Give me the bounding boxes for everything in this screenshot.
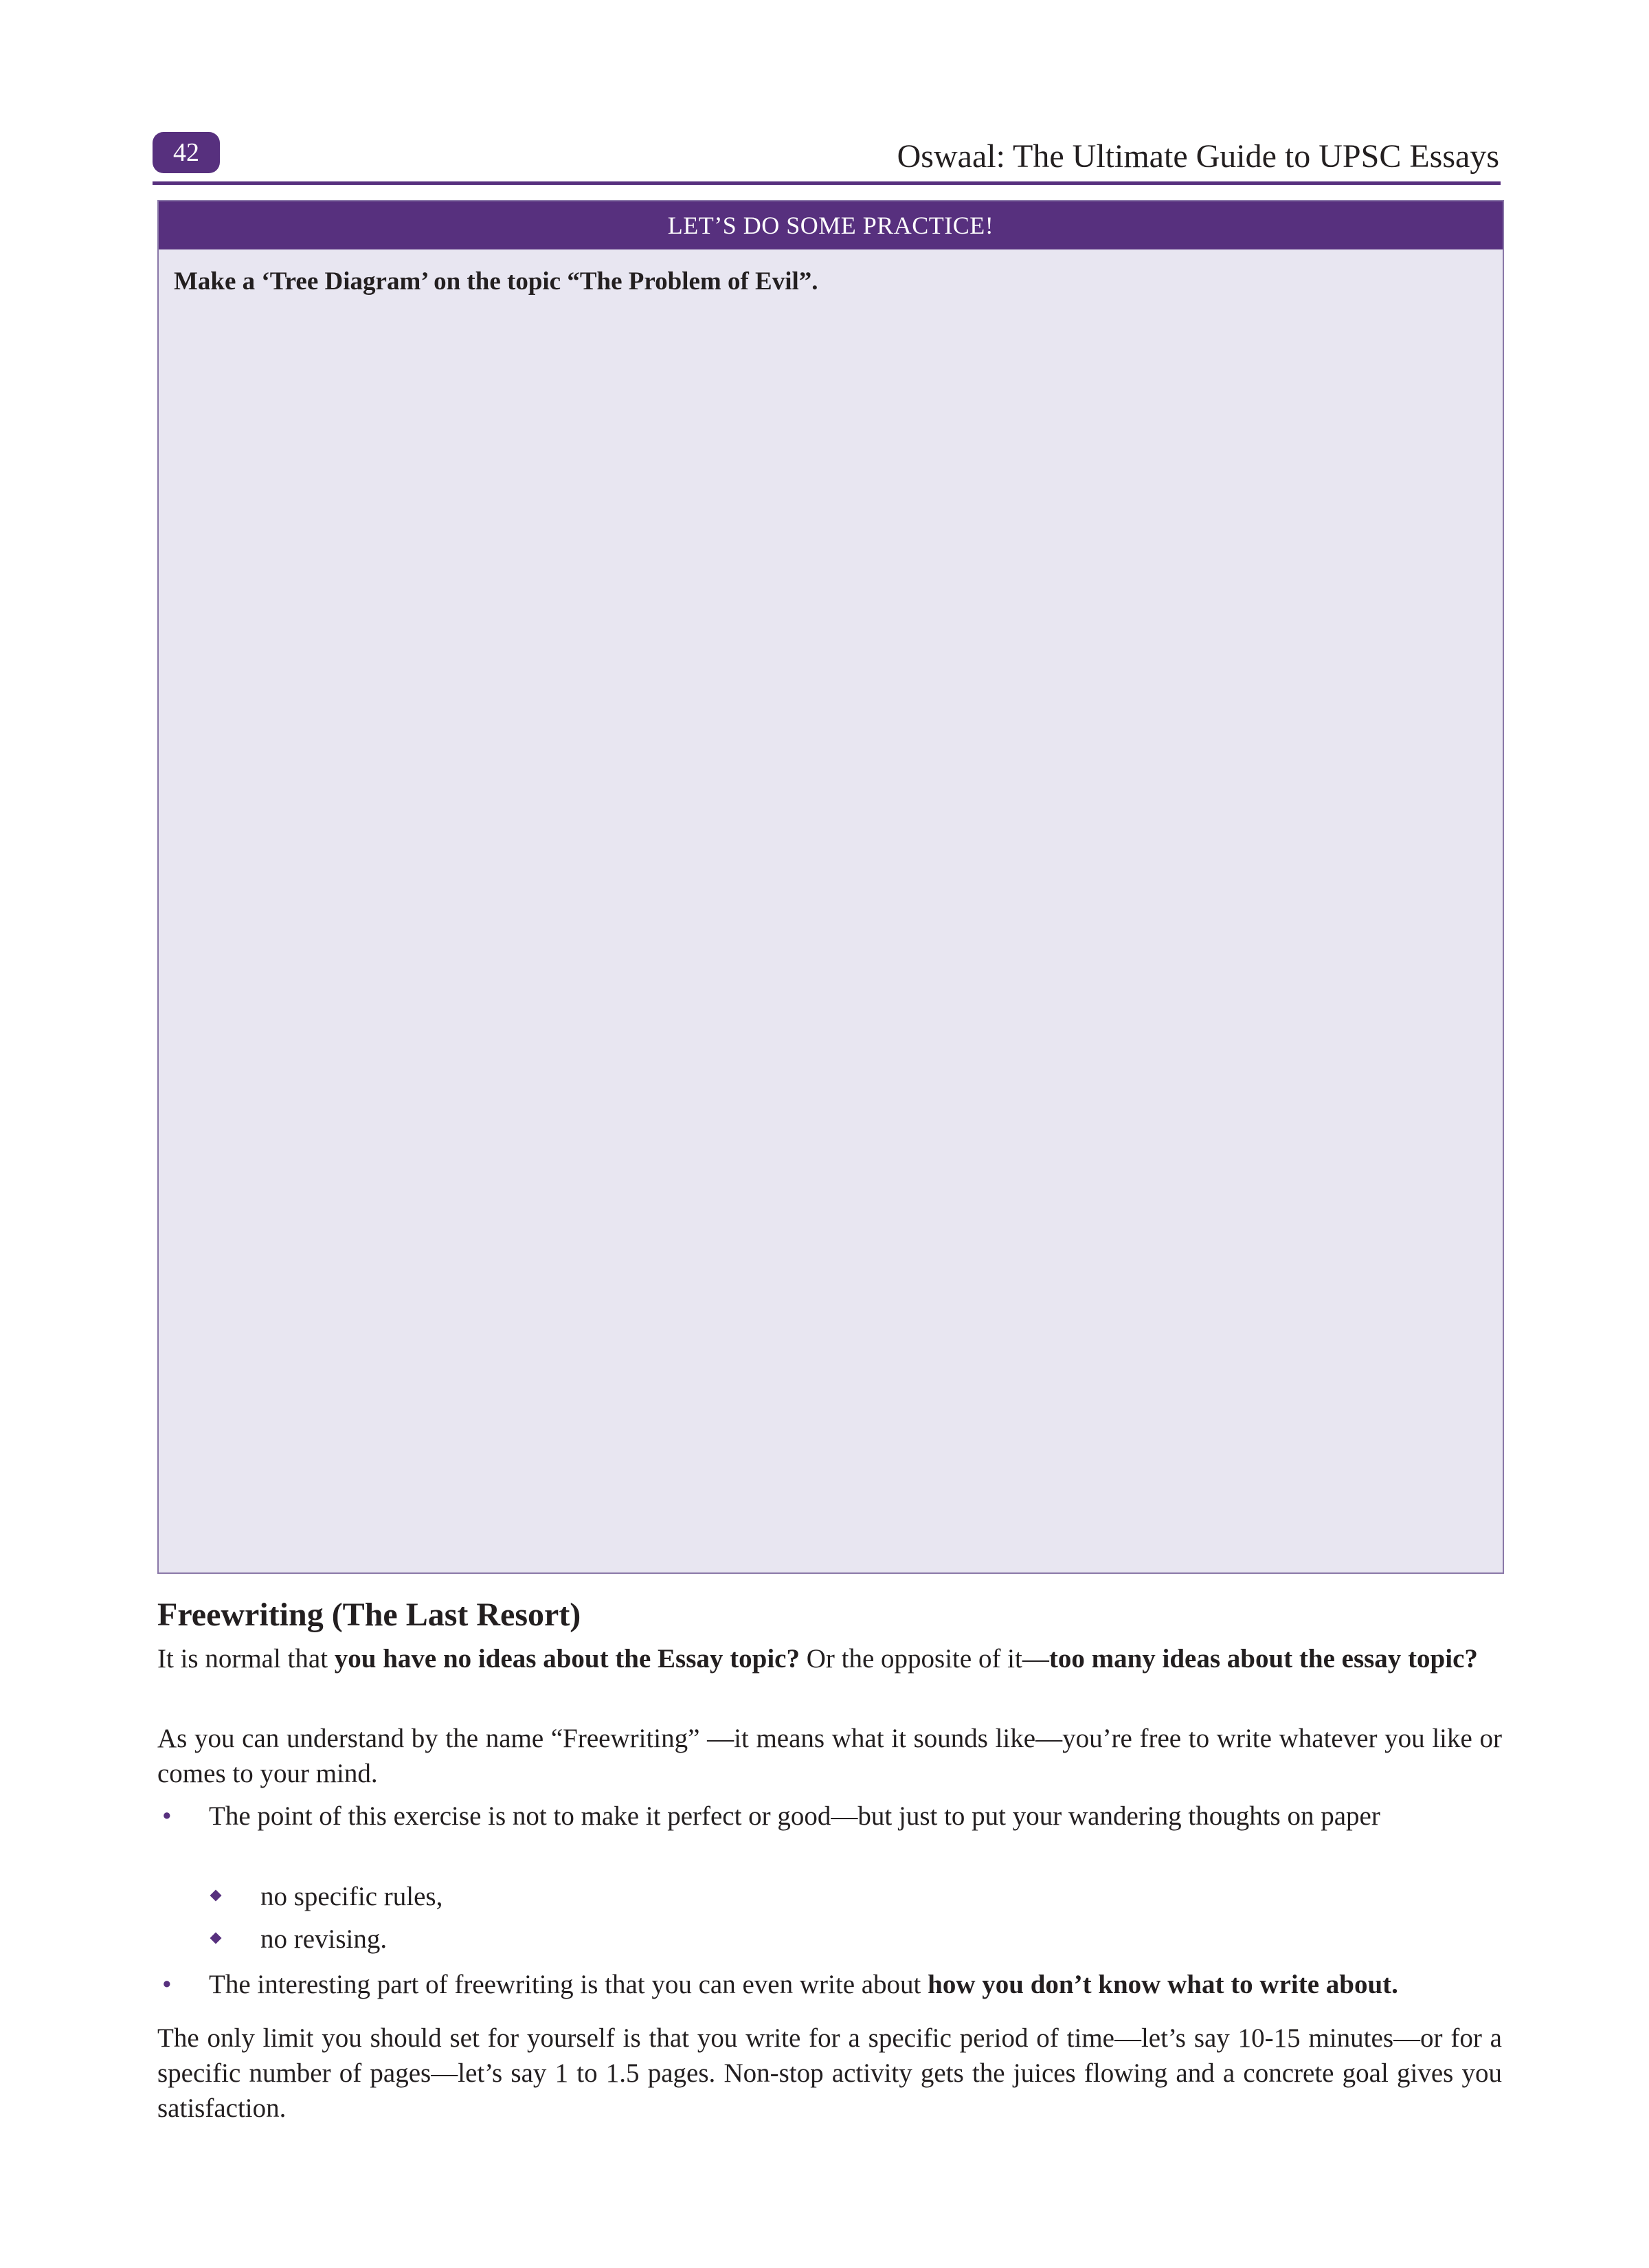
section-title: Freewriting (The Last Resort) (157, 1597, 581, 1633)
sub-list-2 (209, 1922, 387, 1957)
sub-list-1 (209, 1879, 442, 1914)
practice-heading: LET’S DO SOME PRACTICE! (159, 201, 1503, 249)
intro-bold-b: you have no ideas about the Essay topic? (334, 1644, 800, 1674)
diamond-bullet-icon (210, 1890, 222, 1902)
paragraph-limit: The only limit you should set for yourself is that you write for a specific period of time—let’s say 10-15 minutes—or for a specific number of pages—let’s say 1 to 1.5 pages. Non-stop activity gets the juices flowing and a concrete goal gives you satisfaction. (157, 2023, 1502, 2123)
bullet-text-interesting-b: how you don’t know what to write about. (928, 1970, 1398, 1999)
bullet-text-point: The point of this exercise is not to make it perfect or good—but just to put your wandering thoughts on paper (209, 1801, 1380, 1831)
bullet-dot-icon: • (162, 1970, 172, 1999)
sub-item-rules (209, 1879, 442, 1914)
running-header-title: Oswaal: The Ultimate Guide to UPSC Essays (897, 138, 1499, 175)
bullet-item-interesting (157, 1967, 1502, 2002)
intro-text-c: Or the opposite of it— (799, 1644, 1049, 1674)
sub-item-revising-text: no revising. (260, 1924, 388, 1954)
diamond-bullet-icon (210, 1933, 222, 1944)
bullet-list-2 (157, 1967, 1502, 2002)
bullet-item-point (157, 1799, 1502, 1834)
sub-item-rules-text: no specific rules, (260, 1882, 443, 1911)
bullet-dot-icon: • (162, 1801, 172, 1831)
header-rule (153, 181, 1501, 185)
paragraph-intro (157, 1641, 1502, 1676)
page-number: 42 (153, 132, 220, 173)
sub-item-revising (209, 1922, 387, 1957)
practice-box (157, 200, 1504, 1574)
paragraph-definition: As you can understand by the name “Freewriting” —it means what it sounds like—you’re free to write whatever you like or comes to your mind. (157, 1724, 1502, 1788)
intro-bold-d: too many ideas about the essay topic? (1048, 1644, 1478, 1674)
intro-text-a: It is normal that (157, 1644, 335, 1674)
practice-prompt: Make a ‘Tree Diagram’ on the topic “The Problem of Evil”. (174, 267, 818, 296)
bullet-text-interesting-a: The interesting part of freewriting is that you can even write about (209, 1970, 928, 1999)
bullet-list-1 (157, 1799, 1502, 1834)
